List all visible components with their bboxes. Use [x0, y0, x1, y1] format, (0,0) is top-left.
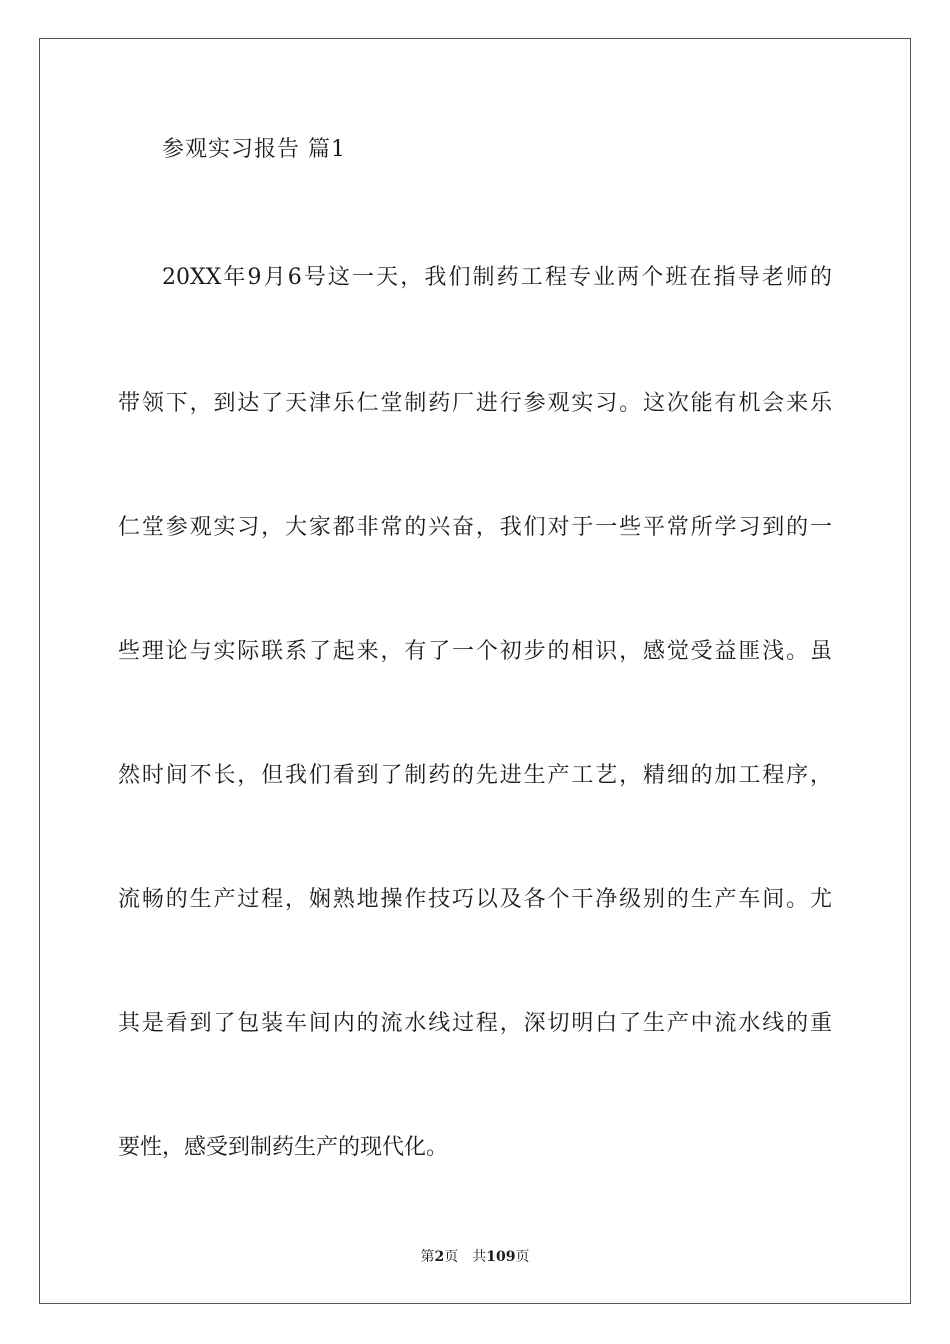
footer-page-number: 2 [434, 1249, 445, 1265]
paragraph-line-5: 然时间不长，但我们看到了制药的先进生产工艺，精细的加工程序， [118, 763, 832, 788]
footer-page-suffix: 页 [444, 1249, 459, 1265]
paragraph-line-7: 其是看到了包装车间内的流水线过程，深切明白了生产中流水线的重 [118, 1011, 832, 1036]
page-frame [39, 38, 911, 1304]
paragraph-line-1: 20XX年9月6号这一天，我们制药工程专业两个班在指导老师的 [162, 265, 832, 290]
page-footer [0, 1247, 950, 1267]
paragraph-line-4: 些理论与实际联系了起来，有了一个初步的相识，感觉受益匪浅。虽 [118, 639, 832, 664]
footer-total-suffix: 页 [515, 1249, 530, 1265]
paragraph-line-6: 流畅的生产过程，娴熟地操作技巧以及各个干净级别的生产车间。尤 [118, 887, 832, 912]
paragraph-line-8: 要性，感受到制药生产的现代化。 [118, 1135, 449, 1160]
footer-total-prefix: 共 [472, 1249, 487, 1265]
footer-page-prefix: 第 [420, 1249, 435, 1265]
section-heading: 参观实习报告 篇1 [162, 137, 346, 162]
paragraph-line-3: 仁堂参观实习，大家都非常的兴奋，我们对于一些平常所学习到的一 [118, 515, 832, 540]
paragraph-line-2: 带领下，到达了天津乐仁堂制药厂进行参观实习。这次能有机会来乐 [118, 391, 832, 416]
footer-total-pages: 109 [486, 1249, 516, 1265]
